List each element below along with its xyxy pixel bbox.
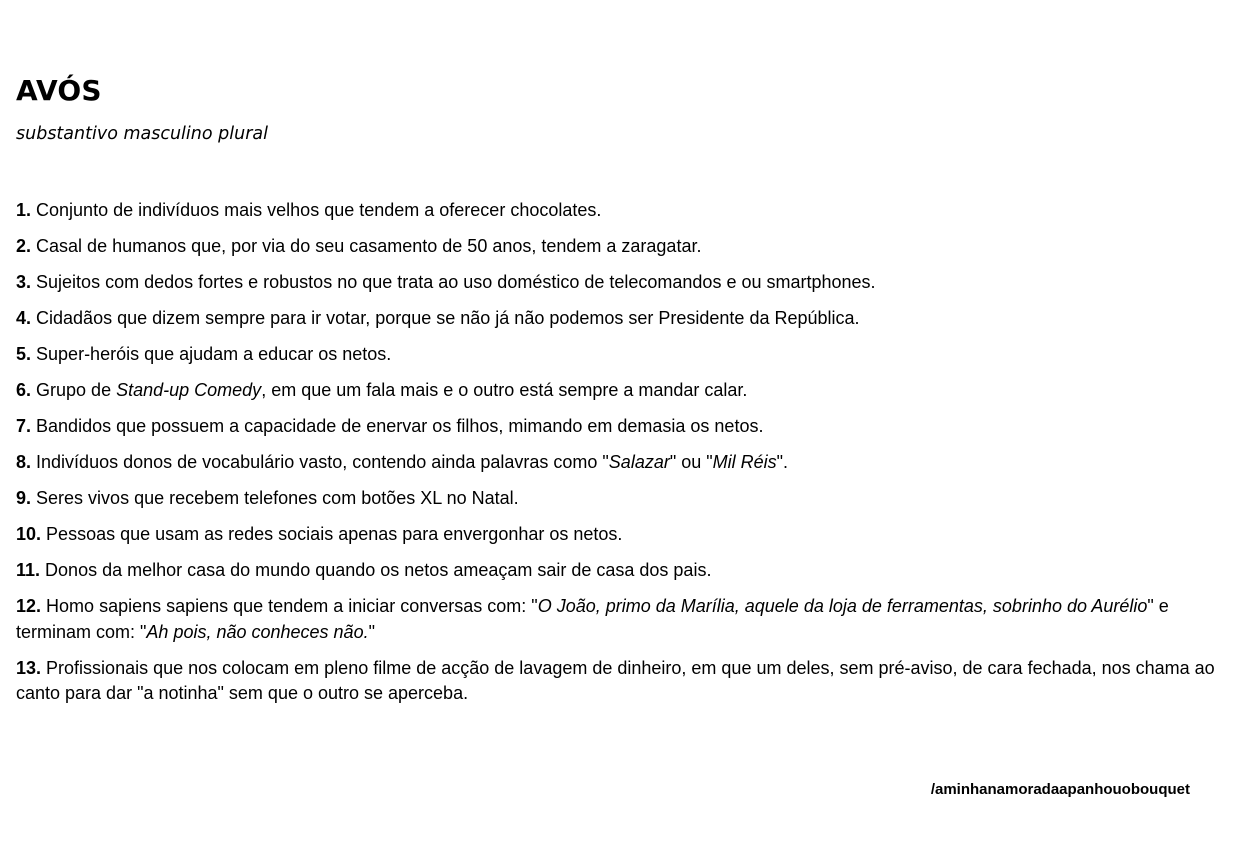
definition-text-segment: Pessoas que usam as redes sociais apenas para envergonhar os netos.	[46, 524, 623, 544]
definition-text	[36, 236, 701, 256]
definition-text-segment: Indivíduos donos de vocabulário vasto, contendo ainda palavras como "	[36, 452, 609, 472]
definition-text	[45, 560, 711, 580]
definition-item	[16, 270, 1220, 296]
definition-item	[16, 342, 1220, 368]
definition-number: 6.	[16, 380, 32, 400]
definition-text-segment: Sujeitos com dedos fortes e robustos no que trata ao uso doméstico de telecomandos e ou smartphones.	[36, 272, 876, 292]
definition-text	[36, 272, 876, 292]
definition-number: 2.	[16, 236, 32, 256]
definition-item	[16, 198, 1220, 224]
definition-text-segment: Super-heróis que ajudam a educar os netos.	[36, 344, 392, 364]
definition-text	[36, 200, 601, 220]
definition-italic-text: Mil Réis	[712, 452, 777, 472]
definition-item	[16, 486, 1220, 512]
definition-text	[46, 524, 622, 544]
definition-text-segment: ".	[776, 452, 789, 472]
definition-number: 7.	[16, 416, 32, 436]
definition-number: 11.	[16, 560, 41, 580]
definition-item	[16, 656, 1220, 707]
definition-text-segment: Bandidos que possuem a capacidade de enervar os filhos, mimando em demasia os netos.	[36, 416, 764, 436]
definition-item	[16, 522, 1220, 548]
definition-item	[16, 558, 1220, 584]
definition-text-segment: Cidadãos que dizem sempre para ir votar, porque se não já não podemos ser Presidente da República.	[36, 308, 860, 328]
definition-number: 4.	[16, 308, 32, 328]
definition-number: 1.	[16, 200, 32, 220]
entry-grammar-class: substantivo masculino plural	[16, 124, 268, 144]
definition-item	[16, 414, 1220, 440]
definition-italic-text: Stand-up Comedy	[116, 380, 262, 400]
definition-text-segment: Grupo de	[36, 380, 117, 400]
definition-number: 12.	[16, 596, 42, 616]
definition-number: 10.	[16, 524, 42, 544]
definition-text	[36, 416, 763, 436]
definition-item	[16, 594, 1220, 645]
definition-text-segment: "	[368, 621, 375, 642]
definition-number: 5.	[16, 344, 32, 364]
definition-item	[16, 306, 1220, 332]
definition-number: 9.	[16, 488, 32, 508]
definition-text-segment: " e terminam com: "	[16, 596, 1169, 642]
definition-italic-text: O João, primo da Marília, aquele da loja de ferramentas, sobrinho do Aurélio	[537, 596, 1148, 616]
definition-text	[36, 452, 788, 472]
definition-text	[16, 658, 1215, 704]
definition-text-segment: Profissionais que nos colocam em pleno filme de acção de lavagem de dinheiro, em que um deles, sem pré-aviso, de cara fechada, nos chama ao canto para dar "a notinha" sem que o outro se aperceba.	[16, 657, 1215, 703]
definition-text	[36, 380, 747, 400]
definition-list	[16, 198, 1220, 717]
definition-italic-text: Salazar	[608, 452, 670, 472]
definition-item	[16, 450, 1220, 476]
definition-text-segment: Homo sapiens sapiens que tendem a iniciar conversas com: "	[46, 596, 538, 616]
definition-item	[16, 378, 1220, 404]
definition-italic-text: Ah pois, não conheces não.	[146, 621, 369, 642]
definition-text-segment: " ou "	[669, 452, 713, 472]
definition-number: 13.	[16, 657, 42, 678]
definition-text-segment: Seres vivos que recebem telefones com botões XL no Natal.	[36, 488, 519, 508]
definition-text-segment: , em que um fala mais e o outro está sempre a mandar calar.	[261, 380, 748, 400]
definition-text-segment: Casal de humanos que, por via do seu casamento de 50 anos, tendem a zaragatar.	[36, 236, 702, 256]
definition-text-segment: Donos da melhor casa do mundo quando os netos ameaçam sair de casa dos pais.	[45, 560, 712, 580]
definition-text-segment: Conjunto de indivíduos mais velhos que tendem a oferecer chocolates.	[36, 200, 602, 220]
definition-text	[36, 344, 391, 364]
definition-item	[16, 234, 1220, 260]
definition-number: 8.	[16, 452, 32, 472]
definition-number: 3.	[16, 272, 32, 292]
definition-text	[36, 488, 519, 508]
definition-text	[36, 308, 860, 328]
author-handle: /aminhanamoradaapanhouobouquet	[930, 781, 1190, 798]
entry-title: AVÓS	[16, 74, 102, 107]
definition-text	[16, 596, 1169, 642]
